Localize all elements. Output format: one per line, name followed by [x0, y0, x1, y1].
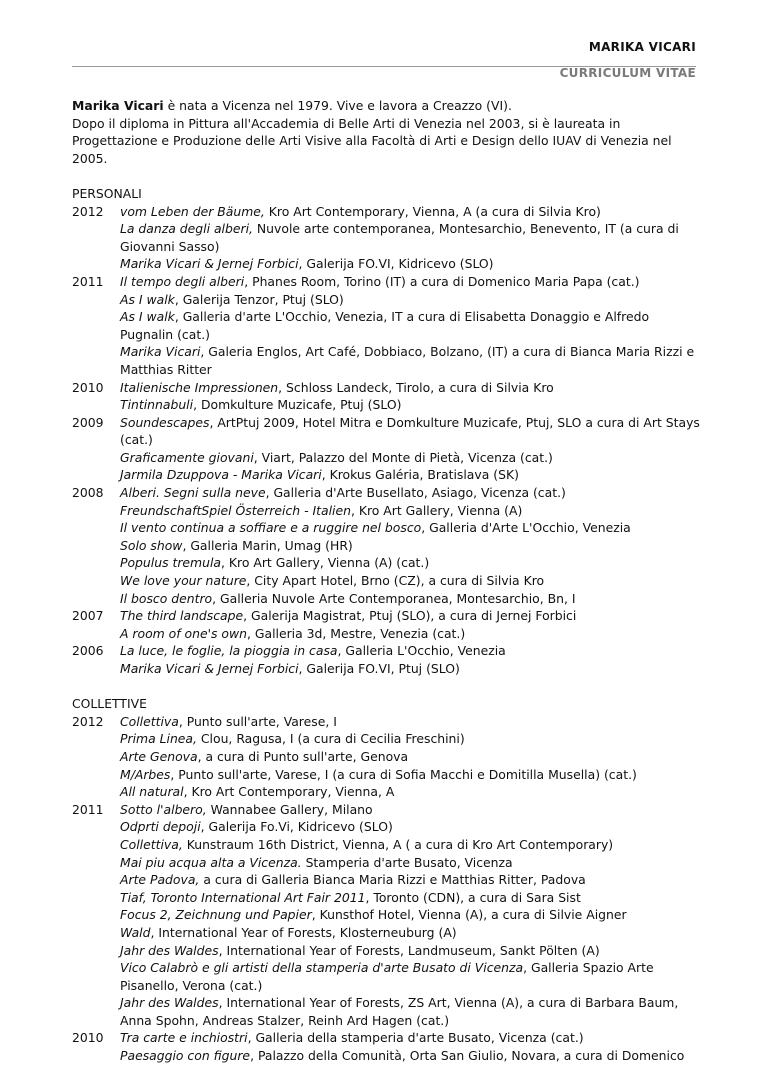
exhibition-title: Il bosco dentro	[120, 590, 213, 606]
entry-year	[72, 396, 120, 414]
exhibition-entry	[72, 590, 702, 608]
exhibition-title: We love your nature	[120, 573, 247, 589]
exhibition-title: All natural	[120, 784, 184, 800]
exhibition-title: Tiaf, Toronto International Art Fair 2011	[120, 889, 366, 905]
exhibition-entry	[72, 484, 702, 502]
entry-text	[120, 607, 702, 625]
entry-text	[120, 343, 702, 378]
exhibition-details: Stamperia d'arte Busato, Vicenza	[301, 854, 513, 870]
entry-year	[72, 308, 120, 343]
cv-body	[72, 97, 702, 1065]
exhibition-title: Mai piu acqua alta a Vicenza.	[120, 854, 302, 870]
entry-text	[120, 836, 702, 854]
entry-text	[120, 871, 702, 889]
exhibition-entry	[72, 308, 702, 343]
exhibition-title: M/Arbes	[120, 766, 171, 782]
exhibition-entry	[72, 871, 702, 889]
entry-text	[120, 572, 702, 590]
entry-text	[120, 308, 702, 343]
exhibition-details: , Galleria Spazio Arte Pisanello, Verona (cat.)	[120, 960, 654, 993]
section-personali	[72, 185, 702, 678]
exhibition-details: , Palazzo della Comunità, Orta San Giulio, Novara, a cura di Domenico	[250, 1048, 685, 1064]
exhibition-details: , Galleria d'Arte L'Occhio, Venezia	[421, 520, 631, 536]
exhibition-details: a cura di Galleria Bianca Maria Rizzi e Matthias Ritter, Padova	[199, 872, 586, 888]
entry-year	[72, 625, 120, 643]
exhibition-title: Soundescapes	[120, 414, 210, 430]
exhibition-details: Clou, Ragusa, I (a cura di Cecilia Freschini)	[196, 731, 465, 747]
entry-text	[120, 959, 702, 994]
exhibition-entry	[72, 255, 702, 273]
entry-text	[120, 1029, 702, 1047]
entry-year	[72, 502, 120, 520]
entry-year	[72, 449, 120, 467]
exhibition-title: Italienische Impressionen	[120, 379, 279, 395]
exhibition-details: , City Apart Hotel, Brno (CZ), a cura di Silvia Kro	[246, 573, 545, 589]
section-collettive	[72, 695, 702, 1064]
exhibition-title: Jahr des Waldes	[120, 995, 219, 1011]
entry-text	[120, 748, 702, 766]
exhibition-title: Collettiva	[120, 713, 179, 729]
exhibition-details: , International Year of Forests, Klosterneuburg (A)	[150, 924, 457, 940]
exhibition-details: , Viart, Palazzo del Monte di Pietà, Vicenza (cat.)	[253, 449, 553, 465]
exhibition-entry	[72, 291, 702, 309]
exhibition-details: , Krokus Galéria, Bratislava (SK)	[321, 467, 519, 483]
entry-text	[120, 642, 702, 660]
exhibition-entry	[72, 730, 702, 748]
entry-year: 2006	[72, 643, 104, 659]
exhibition-title: Solo show	[120, 537, 183, 553]
entry-text	[120, 203, 702, 221]
exhibition-title: La luce, le foglie, la pioggia in casa	[120, 643, 338, 659]
entry-text	[120, 906, 702, 924]
exhibition-entry	[72, 572, 702, 590]
entry-year	[72, 519, 120, 537]
exhibition-title: La danza degli alberi,	[120, 221, 253, 237]
entry-year	[72, 590, 120, 608]
entry-text	[120, 449, 702, 467]
entry-year	[72, 924, 120, 942]
entry-year	[72, 836, 120, 854]
entry-year	[72, 889, 120, 907]
exhibition-title: Paesaggio con figure	[120, 1048, 251, 1064]
exhibition-details: , Galleria d'Arte Busellato, Asiago, Vicenza (cat.)	[265, 485, 566, 501]
document-subtitle: CURRICULUM VITAE	[559, 66, 696, 80]
entry-year	[72, 291, 120, 309]
entry-year	[72, 818, 120, 836]
entry-text	[120, 414, 702, 449]
entry-year	[72, 466, 120, 484]
entry-text	[120, 730, 702, 748]
exhibition-details: , Galleria L'Occhio, Venezia	[337, 643, 506, 659]
exhibition-details: , Galleria d'arte L'Occhio, Venezia, IT a cura di Elisabetta Donaggio e Alfredo Pugnalin (cat.)	[120, 309, 650, 342]
exhibition-details: , Kro Art Gallery, Vienna (A) (cat.)	[221, 555, 430, 571]
entry-year: 2010	[72, 379, 104, 395]
exhibition-details: , Galerija Magistrat, Ptuj (SLO), a cura di Jernej Forbici	[243, 608, 577, 624]
exhibition-entry	[72, 502, 702, 520]
entry-text	[120, 801, 702, 819]
exhibition-entry	[72, 942, 702, 960]
entry-year	[72, 660, 120, 678]
exhibition-entry	[72, 343, 702, 378]
section-title: PERSONALI	[72, 185, 142, 201]
exhibition-entry	[72, 889, 702, 907]
page-header	[589, 40, 696, 54]
exhibition-details: , Galerija Tenzor, Ptuj (SLO)	[174, 291, 344, 307]
exhibition-details: , Punto sull'arte, Varese, I (a cura di Sofia Macchi e Domitilla Musella) (cat.)	[170, 766, 637, 782]
exhibition-details: , ArtPtuj 2009, Hotel Mitra e Domkulture Muzicafe, Ptuj, SLO a cura di Art Stays (cat.)	[120, 414, 700, 448]
entry-year	[72, 220, 120, 255]
entry-year	[72, 748, 120, 766]
exhibition-details: , Kunsthof Hotel, Vienna (A), a cura di Silvie Aigner	[311, 907, 627, 923]
entry-text	[120, 924, 702, 942]
exhibition-title: Focus 2, Zeichnung und Papier	[120, 907, 312, 923]
exhibition-details: , Galleria Marin, Umag (HR)	[182, 537, 353, 553]
exhibition-title: Arte Padova,	[120, 872, 200, 888]
exhibition-entry	[72, 766, 702, 784]
exhibition-title: Marika Vicari	[120, 344, 201, 360]
intro-line-1-text: è nata a Vicenza nel 1979. Vive e lavora a Creazzo (VI).	[163, 98, 512, 113]
entry-text	[120, 255, 702, 273]
exhibition-title: vom Leben der Bäume,	[120, 203, 265, 219]
entry-year	[72, 554, 120, 572]
exhibition-title: Prima Linea,	[120, 731, 197, 747]
exhibition-details: , Schloss Landeck, Tirolo, a cura di Silvia Kro	[278, 379, 554, 395]
entry-year	[72, 1047, 120, 1065]
entry-year: 2012	[72, 713, 104, 729]
exhibition-details: , Kro Art Gallery, Vienna (A)	[350, 502, 523, 518]
entry-year	[72, 942, 120, 960]
exhibition-details: , Kro Art Contemporary, Vienna, A	[183, 784, 395, 800]
exhibition-details: , International Year of Forests, Landmuseum, Sankt Pölten (A)	[218, 942, 600, 958]
exhibition-entry	[72, 1029, 702, 1047]
exhibition-details: , Galeria Englos, Art Café, Dobbiaco, Bolzano, (IT) a cura di Bianca Maria Rizzi e Matthias Ritter	[120, 344, 695, 377]
exhibition-entry	[72, 220, 702, 255]
exhibition-entry	[72, 854, 702, 872]
exhibition-entry	[72, 959, 702, 994]
exhibition-title: FreundschaftSpiel Österreich - Italien	[120, 502, 351, 518]
exhibition-title: Jahr des Waldes	[120, 942, 219, 958]
exhibition-sections	[72, 185, 702, 1065]
section-title: COLLETTIVE	[72, 696, 147, 712]
exhibition-entry	[72, 801, 702, 819]
exhibition-details: Kro Art Contemporary, Vienna, A (a cura di Silvia Kro)	[264, 203, 601, 219]
exhibition-details: , Galleria della stamperia d'arte Busato, Vicenza (cat.)	[247, 1030, 584, 1046]
exhibition-entry	[72, 537, 702, 555]
entry-text	[120, 396, 702, 414]
exhibition-title: Alberi. Segni sulla neve	[120, 485, 266, 501]
exhibition-title: Populus tremula	[120, 555, 221, 571]
entry-text	[120, 625, 702, 643]
entry-year	[72, 343, 120, 378]
exhibition-details: , Phanes Room, Torino (IT) a cura di Domenico Maria Papa (cat.)	[244, 273, 640, 289]
exhibition-entry	[72, 414, 702, 449]
entry-text	[120, 994, 702, 1029]
exhibition-entry	[72, 994, 702, 1029]
exhibition-title: Wald	[120, 924, 151, 940]
exhibition-details: , Galleria 3d, Mestre, Venezia (cat.)	[247, 625, 466, 641]
artist-name: MARIKA VICARI	[588, 40, 696, 54]
entry-year	[72, 994, 120, 1029]
exhibition-title: Il vento continua a soffiare e a ruggire nel bosco	[120, 520, 422, 536]
entry-year: 2011	[72, 801, 104, 817]
entry-text	[120, 291, 702, 309]
exhibition-entry	[72, 1047, 702, 1065]
intro-line-2: Dopo il diploma in Pittura all'Accademia di Belle Arti di Venezia nel 2003, si è laureata in Progettazione e Produzione delle Arti Visive alla Facoltà di Arti e Design dello IUAV di Venezia nel 2005.	[72, 115, 672, 166]
entry-text	[120, 783, 702, 801]
exhibition-entry	[72, 449, 702, 467]
entry-text	[120, 590, 702, 608]
entry-year	[72, 537, 120, 555]
entry-text	[120, 1047, 702, 1065]
intro-name: Marika Vicari	[72, 98, 164, 113]
exhibition-title: Sotto l'albero,	[120, 801, 207, 817]
exhibition-details: , Toronto (CDN), a cura di Sara Sist	[365, 889, 581, 905]
entry-text	[120, 220, 702, 255]
entry-text	[120, 766, 702, 784]
exhibition-title: Il tempo degli alberi	[120, 273, 245, 289]
entry-text	[120, 713, 702, 731]
exhibition-title: Jarmila Dzuppova - Marika Vicari	[120, 467, 322, 483]
exhibition-entry	[72, 607, 702, 625]
entry-year	[72, 730, 120, 748]
exhibition-entry	[72, 783, 702, 801]
exhibition-details: , a cura di Punto sull'arte, Genova	[197, 748, 409, 764]
entry-year: 2009	[72, 414, 104, 430]
exhibition-details: Nuvole arte contemporanea, Montesarchio, Benevento, IT (a cura di Giovanni Sasso)	[120, 221, 679, 254]
exhibition-entry	[72, 713, 702, 731]
exhibition-entry	[72, 836, 702, 854]
entry-text	[120, 379, 702, 397]
exhibition-title: Tintinnabuli	[120, 397, 194, 413]
entry-text	[120, 854, 702, 872]
exhibition-entry	[72, 203, 702, 221]
exhibition-title: A room of one's own	[120, 625, 247, 641]
entry-year	[72, 783, 120, 801]
exhibition-title: Tra carte e inchiostri	[120, 1030, 248, 1046]
exhibition-title: Collettiva,	[120, 836, 183, 852]
intro-paragraph	[72, 97, 702, 167]
exhibition-entry	[72, 818, 702, 836]
entry-year: 2007	[72, 608, 104, 624]
exhibition-entry	[72, 660, 702, 678]
entry-text	[120, 942, 702, 960]
exhibition-title: Arte Genova	[120, 748, 198, 764]
exhibition-details: , Galerija FO.VI, Kidricevo (SLO)	[298, 256, 494, 272]
exhibition-details: Kunstraum 16th District, Vienna, A ( a cura di Kro Art Contemporary)	[182, 836, 614, 852]
exhibition-title: Graficamente giovani	[120, 449, 254, 465]
entry-year	[72, 766, 120, 784]
exhibition-entry	[72, 519, 702, 537]
entry-year	[72, 572, 120, 590]
exhibition-title: The third landscape	[120, 608, 244, 624]
exhibition-entry	[72, 924, 702, 942]
entry-year: 2012	[72, 203, 104, 219]
intro-line-1	[72, 97, 702, 115]
exhibition-entry	[72, 625, 702, 643]
exhibition-entry	[72, 906, 702, 924]
exhibition-title: As I walk	[120, 291, 175, 307]
exhibition-title: Marika Vicari & Jernej Forbici	[120, 661, 299, 676]
entry-text	[120, 273, 702, 291]
entry-text	[120, 484, 702, 502]
entry-year	[72, 959, 120, 994]
entry-year	[72, 255, 120, 273]
exhibition-title: Marika Vicari & Jernej Forbici	[120, 256, 299, 272]
exhibition-title: As I walk	[120, 309, 175, 325]
entry-year: 2010	[72, 1030, 104, 1046]
exhibition-title: Odprti depoji	[120, 819, 201, 835]
entry-year: 2011	[72, 273, 104, 289]
entry-text	[120, 889, 702, 907]
entry-year	[72, 906, 120, 924]
exhibition-details: , Galerija Fo.Vi, Kidricevo (SLO)	[200, 819, 393, 835]
exhibition-entry	[72, 273, 702, 291]
exhibition-details: , Galerija FO.VI, Ptuj (SLO)	[298, 661, 460, 676]
exhibition-entry	[72, 466, 702, 484]
entry-text	[120, 660, 702, 678]
entry-text	[120, 466, 702, 484]
entry-year	[72, 854, 120, 872]
entry-text	[120, 537, 702, 555]
entry-year	[72, 871, 120, 889]
exhibition-details: Wannabee Gallery, Milano	[206, 801, 373, 817]
entry-text	[120, 519, 702, 537]
exhibition-details: , Galleria Nuvole Arte Contemporanea, Montesarchio, Bn, I	[212, 590, 576, 606]
exhibition-details: , Punto sull'arte, Varese, I	[178, 713, 337, 729]
exhibition-entry	[72, 379, 702, 397]
exhibition-entry	[72, 554, 702, 572]
exhibition-details: , International Year of Forests, ZS Art, Vienna (A), a cura di Barbara Baum, Anna Spohn, Andreas Stalzer, Reinh Ard Hagen (cat.)	[120, 995, 679, 1028]
exhibition-entry	[72, 396, 702, 414]
exhibition-title: Vico Calabrò e gli artisti della stamperia d'arte Busato di Vicenza	[120, 960, 524, 976]
exhibition-entry	[72, 748, 702, 766]
entry-text	[120, 554, 702, 572]
exhibition-entry	[72, 642, 702, 660]
entry-year: 2008	[72, 485, 104, 501]
entry-text	[120, 502, 702, 520]
entry-text	[120, 818, 702, 836]
exhibition-details: , Domkulture Muzicafe, Ptuj (SLO)	[193, 397, 402, 413]
